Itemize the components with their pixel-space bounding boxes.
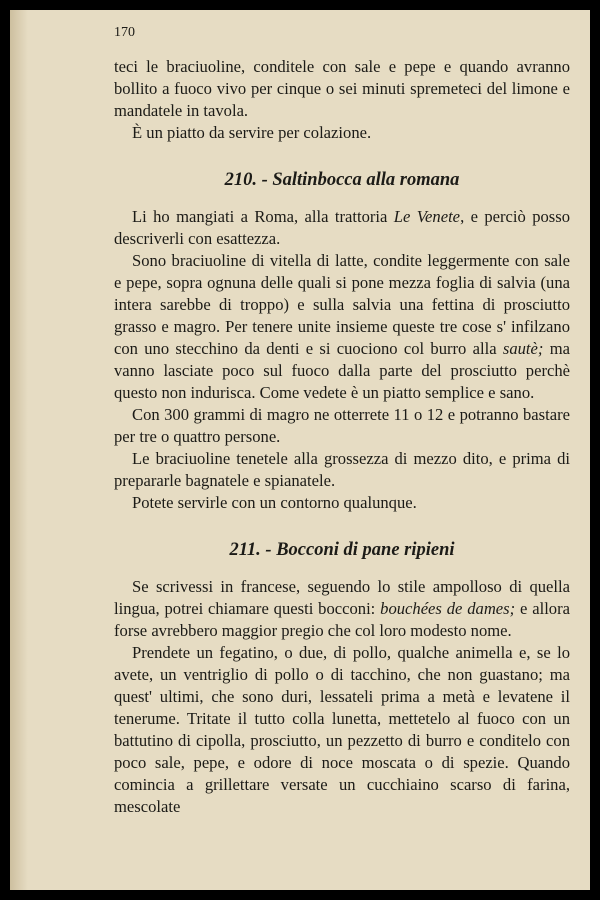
recipe-210-paragraph: Con 300 grammi di magro ne otterrete 11 o 12 e potranno bastare per tre o quattro persone.	[114, 405, 570, 446]
recipe-210-paragraph: Li ho mangiati a Roma, alla trattoria Le Venete, e perciò posso descriverli con esattezza.	[114, 207, 571, 248]
intro-paragraph: teci le braciuoline, conditele con sale e pepe e quando avranno bollito a fuoco vivo per cinque o sei minuti spremeteci del limone e mandatele in tavola.	[114, 57, 570, 120]
french-name: bouchées de dames;	[380, 599, 516, 618]
recipe-210-paragraph: Le braciuoline tenetele alla grossezza di mezzo dito, e prima di prepararle bagnatele e spianatele.	[114, 449, 570, 490]
recipe-211-title: 211. - Bocconi di pane ripieni	[229, 540, 455, 560]
recipe-210-title: 210. - Saltinbocca alla romana	[224, 170, 460, 190]
recipe-211-paragraph: Se scrivessi in francese, seguendo lo stile ampolloso di quella lingua, potrei chiamare questi bocconi: bouchées de dames; e allora forse avrebbero maggior pregio che col loro modesto nome.	[114, 577, 570, 640]
intro-paragraph: È un piatto da servire per colazione.	[132, 123, 372, 142]
recipe-210-paragraph: Sono braciuoline di vitella di latte, condite leggermente con sale e pepe, sopra ognuna delle quali si pone mezza foglia di salvia (una intera sarebbe di troppo) e sulla salvia una fettina di prosciutto grasso e magro. Per tenere unite insieme queste tre cose s' infilzano con uno stecchino da denti e si cuociono col burro alla sautè; ma vanno lasciate poco sul fuoco dalla parte del prosciutto perchè questo non indurisca. Come vedete è un piatto semplice e sano.	[114, 251, 570, 402]
page-number: 170	[114, 25, 135, 40]
page-content	[114, 24, 570, 818]
recipe-211-paragraph: Prendete un fegatino, o due, di pollo, qualche animella e, se lo avete, un ventriglio di pollo o di tacchino, che non guastano; ma quest' ultimi, che sono duri, lessateli prima a metà e levatene il tenerume. Tritate il tutto colla lunetta, mettetelo al fuoco con un battutino di cipolla, prosciutto, un pezzetto di burro e conditelo con poco sale, pepe, e odore di noce moscata o di spezie. Quando comincia a grillettare versate un cucchiaino scarso di farina, mescolate	[114, 643, 570, 816]
trattoria-name: Le Venete	[393, 207, 461, 226]
saute-term: sautè;	[502, 339, 544, 358]
recipe-210-paragraph: Potete servirle con un contorno qualunque.	[132, 493, 417, 512]
book-page	[10, 10, 590, 890]
